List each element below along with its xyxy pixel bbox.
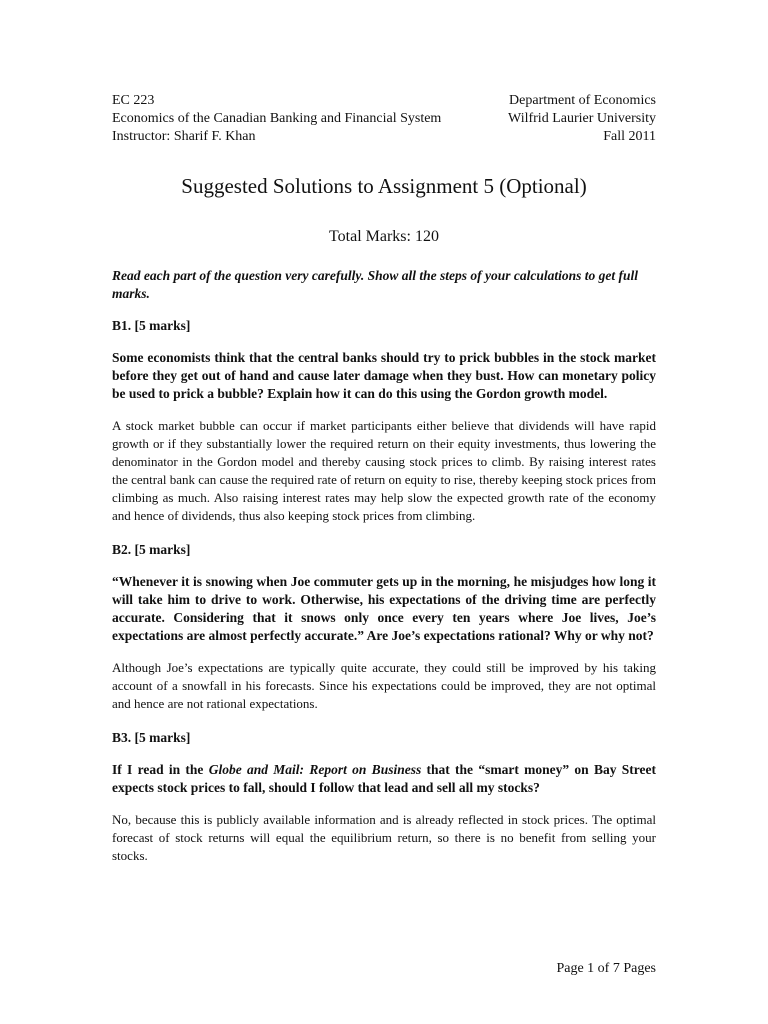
question-text xyxy=(112,761,656,797)
question-text: “Whenever it is snowing when Joe commuter gets up in the morning, he misjudges how long it will take him to drive to work. Otherwise, his expectations of the driving time are perfectly accurate. Considering that it snows only once every ten years where Joe lives, Joe’s expectations are almost perfectly accurate.” Are Joe’s expectations rational? Why or why not? xyxy=(112,574,656,643)
instructions: Read each part of the question very carefully. Show all the steps of your calculations to get full marks. xyxy=(112,268,638,301)
question-text: Some economists think that the central banks should try to prick bubbles in the stock market before they get out of hand and cause later damage when they bust. How can monetary policy be used to prick a bubble? Explain how it can do this using the Gordon growth model. xyxy=(112,350,656,401)
term: Fall 2011 xyxy=(603,129,656,144)
question-text-before: If I read in the xyxy=(112,762,209,777)
question-b2 xyxy=(112,541,656,713)
course-code: EC 223 xyxy=(112,93,155,108)
university: Wilfrid Laurier University xyxy=(508,111,656,126)
document-body xyxy=(112,267,656,881)
question-heading: B1. [5 marks] xyxy=(112,318,191,333)
question-b1 xyxy=(112,317,656,525)
department-info xyxy=(508,92,656,146)
document-header xyxy=(112,92,656,146)
question-heading: B2. [5 marks] xyxy=(112,542,191,557)
answer-text: No, because this is publicly available information and is already reflected in stock prices. The optimal forecast of stock returns will equal the equilibrium return, so there is no benefit from selling your stocks. xyxy=(112,812,656,863)
question-text-after: that the “smart money” on Bay Street expects stock prices to fall, should I follow that lead and sell all my stocks? xyxy=(112,762,656,795)
course-title: Economics of the Canadian Banking and Financial System xyxy=(112,111,442,126)
answer-text: A stock market bubble can occur if market participants either believe that dividends will have rapid growth or if they substantially lower the required return on their equity investments, thus lowering the denominator in the Gordon model and thereby causing stock prices to climb. By raising interest rates the central bank can cause the required rate of return on equity to rise, thereby keeping stock prices from climbing as much. Also raising interest rates may help slow the expected growth rate of the economy and hence of dividends, thus also keeping stock prices from climbing. xyxy=(112,418,656,523)
question-b3 xyxy=(112,729,656,865)
page-number: Page 1 of 7 Pages xyxy=(556,961,656,976)
instructor: Instructor: Sharif F. Khan xyxy=(112,129,256,144)
question-heading: B3. [5 marks] xyxy=(112,730,191,745)
answer-text: Although Joe’s expectations are typically quite accurate, they could still be improved by his taking account of a snowfall in his forecasts. Since his expectations could be improved, they are not optimal and hence are not rational expectations. xyxy=(112,660,656,711)
department: Department of Economics xyxy=(509,93,656,108)
newspaper-title: Globe and Mail: Report on Business xyxy=(208,762,422,777)
page-title: Suggested Solutions to Assignment 5 (Optional) xyxy=(181,174,587,198)
total-marks: Total Marks: 120 xyxy=(329,228,439,245)
course-info xyxy=(112,92,441,146)
